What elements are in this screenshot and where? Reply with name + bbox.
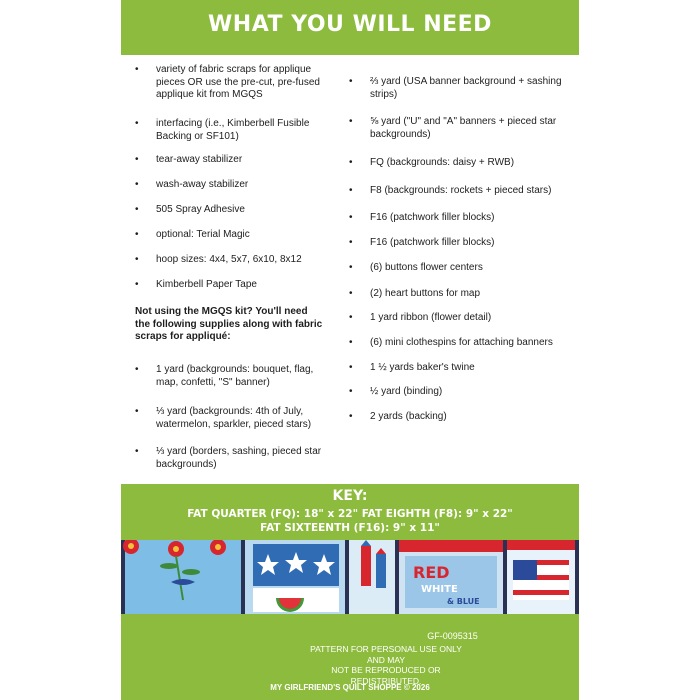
key-title: KEY: [332, 488, 368, 504]
list-item: • tear-away stabilizer [135, 154, 325, 167]
list-item-text: hoop sizes: 4x4, 5x7, 6x10, 8x12 [156, 254, 302, 265]
footer [121, 614, 579, 700]
list-item: • ½ yard (binding) [349, 386, 574, 399]
list-item-text: (2) heart buttons for map [370, 288, 481, 299]
key-line-1: FAT QUARTER (FQ): 18" x 22" FAT EIGHTH (F8): 9" x 22" [187, 508, 513, 520]
quilt-illustration [121, 540, 579, 614]
list-item-text: 2 yards (backing) [370, 411, 447, 422]
list-item: • optional: Terial Magic [135, 229, 325, 242]
list-item-text: variety of fabric scraps for applique pieces OR use the pre-cut, pre-fused applique kit from MGQS [156, 64, 320, 100]
copyright: MY GIRLFRIEND'S QUILT SHOPPE © 2026 [270, 683, 430, 692]
list-item: • ⅔ yard (USA banner background + sashing strips) [349, 76, 574, 101]
quilt-white-text: WHITE [421, 584, 458, 595]
product-code: GF-0095315 [427, 631, 478, 641]
list-item-text: Kimberbell Paper Tape [156, 279, 257, 290]
list-item-text: 1 ½ yards baker's twine [370, 362, 475, 373]
key-line-2: FAT SIXTEENTH (F16): 9" x 11" [260, 522, 440, 534]
list-item: • 1 ½ yards baker's twine [349, 362, 574, 375]
list-item: • (2) heart buttons for map [349, 288, 574, 301]
fabric-key [121, 484, 579, 540]
list-item-text: ½ yard (binding) [370, 386, 443, 397]
list-item-text: F8 (backgrounds: rockets + pieced stars) [370, 185, 552, 196]
page-title: WHAT YOU WILL NEED [208, 12, 492, 37]
kit-note: Not using the MGQS kit? You'll need the following supplies along with fabric scraps for appliqué: [135, 306, 323, 342]
list-item: • hoop sizes: 4x4, 5x7, 6x10, 8x12 [135, 254, 325, 267]
legal-notice: PATTERN FOR PERSONAL USE ONLY AND MAY NOT BE REPRODUCED OR REDISTRIBUTED. [310, 644, 462, 686]
list-item: • (6) mini clothespins for attaching banners [349, 337, 574, 350]
list-item: • interfacing (i.e., Kimberbell Fusible Backing or SF101) [135, 118, 325, 143]
list-item-text: 1 yard (backgrounds: bouquet, flag, map, confetti, "S" banner) [156, 364, 314, 388]
list-item-text: 505 Spray Adhesive [156, 204, 245, 215]
quilt-photo [121, 540, 579, 614]
list-item-text: ⅝ yard ("U" and "A" banners + pieced star backgrounds) [370, 116, 557, 140]
list-item: • FQ (backgrounds: daisy + RWB) [349, 157, 574, 170]
list-item-text: (6) mini clothespins for attaching banners [370, 337, 553, 348]
list-item: • 2 yards (backing) [349, 411, 574, 424]
rocket-icon [361, 546, 371, 586]
list-item-text: ⅓ yard (borders, sashing, pieced star backgrounds) [156, 446, 322, 470]
list-item: • F16 (patchwork filler blocks) [349, 212, 574, 225]
list-item: • F16 (patchwork filler blocks) [349, 237, 574, 250]
list-item-text: wash-away stabilizer [156, 179, 249, 190]
list-item: • (6) buttons flower centers [349, 262, 574, 275]
quilt-red-text: RED [413, 563, 450, 582]
list-item: • F8 (backgrounds: rockets + pieced stars) [349, 185, 574, 198]
list-item-text: interfacing (i.e., Kimberbell Fusible Backing or SF101) [156, 118, 310, 142]
list-item-text: tear-away stabilizer [156, 154, 243, 165]
list-item: • wash-away stabilizer [135, 179, 325, 192]
list-item: • ⅓ yard (borders, sashing, pieced star backgrounds) [135, 446, 325, 471]
list-item-text: optional: Terial Magic [156, 229, 250, 240]
list-item-text: F16 (patchwork filler blocks) [370, 212, 495, 223]
list-item-text: ⅔ yard (USA banner background + sashing strips) [370, 76, 562, 100]
list-item: • ⅓ yard (backgrounds: 4th of July, watermelon, sparkler, pieced stars) [135, 406, 325, 431]
list-item: • 505 Spray Adhesive [135, 204, 325, 217]
header-banner [121, 0, 579, 55]
list-item: • Kimberbell Paper Tape [135, 279, 325, 292]
list-item: • variety of fabric scraps for applique pieces OR use the pre-cut, pre-fused applique kit from MGQS [135, 64, 325, 102]
list-item-text: F16 (patchwork filler blocks) [370, 237, 495, 248]
rockets-block [349, 540, 395, 614]
list-item: • ⅝ yard ("U" and "A" banners + pieced star backgrounds) [349, 116, 574, 141]
list-item-text: (6) buttons flower centers [370, 262, 483, 273]
list-item-text: ⅓ yard (backgrounds: 4th of July, watermelon, sparkler, pieced stars) [156, 406, 312, 430]
list-item-text: FQ (backgrounds: daisy + RWB) [370, 157, 515, 168]
list-item: • 1 yard (backgrounds: bouquet, flag, map, confetti, "S" banner) [135, 364, 325, 389]
rocket-icon [376, 554, 386, 588]
pattern-page [121, 0, 579, 700]
list-item: • 1 yard ribbon (flower detail) [349, 312, 574, 325]
quilt-blue-text: & BLUE [447, 597, 480, 606]
list-item-text: 1 yard ribbon (flower detail) [370, 312, 492, 323]
